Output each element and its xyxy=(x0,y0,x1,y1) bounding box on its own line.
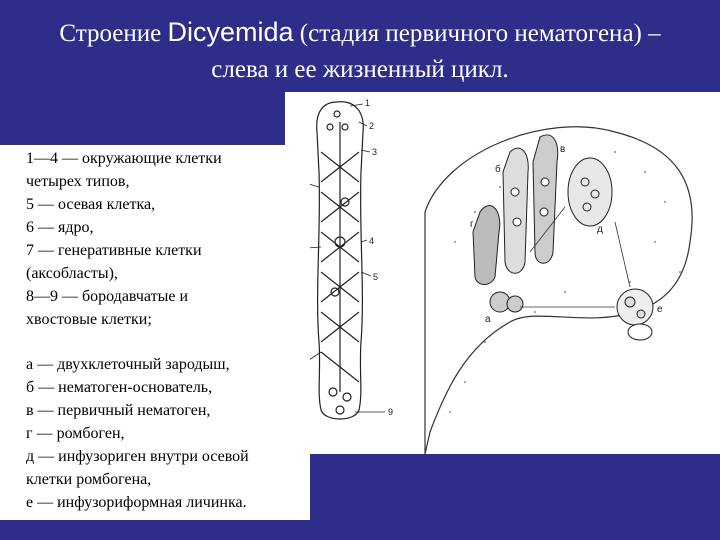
legend-line: а — двухклеточный зародыш, xyxy=(26,356,230,373)
legend-panel xyxy=(0,145,310,520)
infusoriform-larva-e xyxy=(617,289,653,340)
legend-line: 7 — генеративные клетки xyxy=(26,242,202,259)
legend-line: четырех типов, xyxy=(26,173,130,190)
legend-line: г — ромбоген, xyxy=(26,425,125,442)
rhombogen-g xyxy=(473,206,500,285)
legend-line: (аксобласты), xyxy=(26,265,118,282)
legend-line: 1—4 — окружающие клетки xyxy=(26,150,222,167)
label-4: 4 xyxy=(369,236,375,246)
illustration-svg xyxy=(285,92,720,454)
infusorigen-d xyxy=(568,158,612,226)
legend-line: 8—9 — бородавчатые и xyxy=(26,288,189,305)
title-taxon: Dicyemida xyxy=(167,17,294,47)
legend-line: б — нематоген-основатель, xyxy=(26,379,213,396)
legend-line: д — инфузориген внутри осевой xyxy=(26,448,249,465)
title-line-2: слева и ее жизненный цикл. xyxy=(211,56,509,83)
legend-line: в — первичный нематоген, xyxy=(26,402,211,419)
label-5: 5 xyxy=(373,272,379,282)
host-tissue-outline xyxy=(425,127,692,454)
label-e: е xyxy=(657,304,663,315)
label-v: в xyxy=(560,144,566,155)
label-1: 1 xyxy=(365,98,371,108)
legend-line: 5 — осевая клетка, xyxy=(26,196,156,213)
nematogen-b xyxy=(503,148,528,273)
label-b: б xyxy=(495,164,501,175)
primary-nematogen xyxy=(317,102,364,419)
label-9: 9 xyxy=(388,407,394,417)
label-2: 2 xyxy=(369,121,375,131)
legend-line: е — инфузориформная личинка. xyxy=(26,494,247,511)
embryo-a xyxy=(490,292,523,312)
legend-line: клетки ромбогена, xyxy=(26,471,152,488)
slide-title xyxy=(0,14,720,88)
title-word-structure: Строение xyxy=(59,20,162,47)
label-3: 3 xyxy=(372,147,378,157)
label-d: д xyxy=(597,224,603,235)
label-a: а xyxy=(485,314,491,325)
legend-line: 6 — ядро, xyxy=(26,219,94,236)
legend-line: хвостовые клетки; xyxy=(26,311,152,328)
label-g: г xyxy=(470,219,474,230)
title-stage: (стадия первичного нематогена) – xyxy=(299,20,661,47)
dicyemida-illustration xyxy=(285,92,720,454)
